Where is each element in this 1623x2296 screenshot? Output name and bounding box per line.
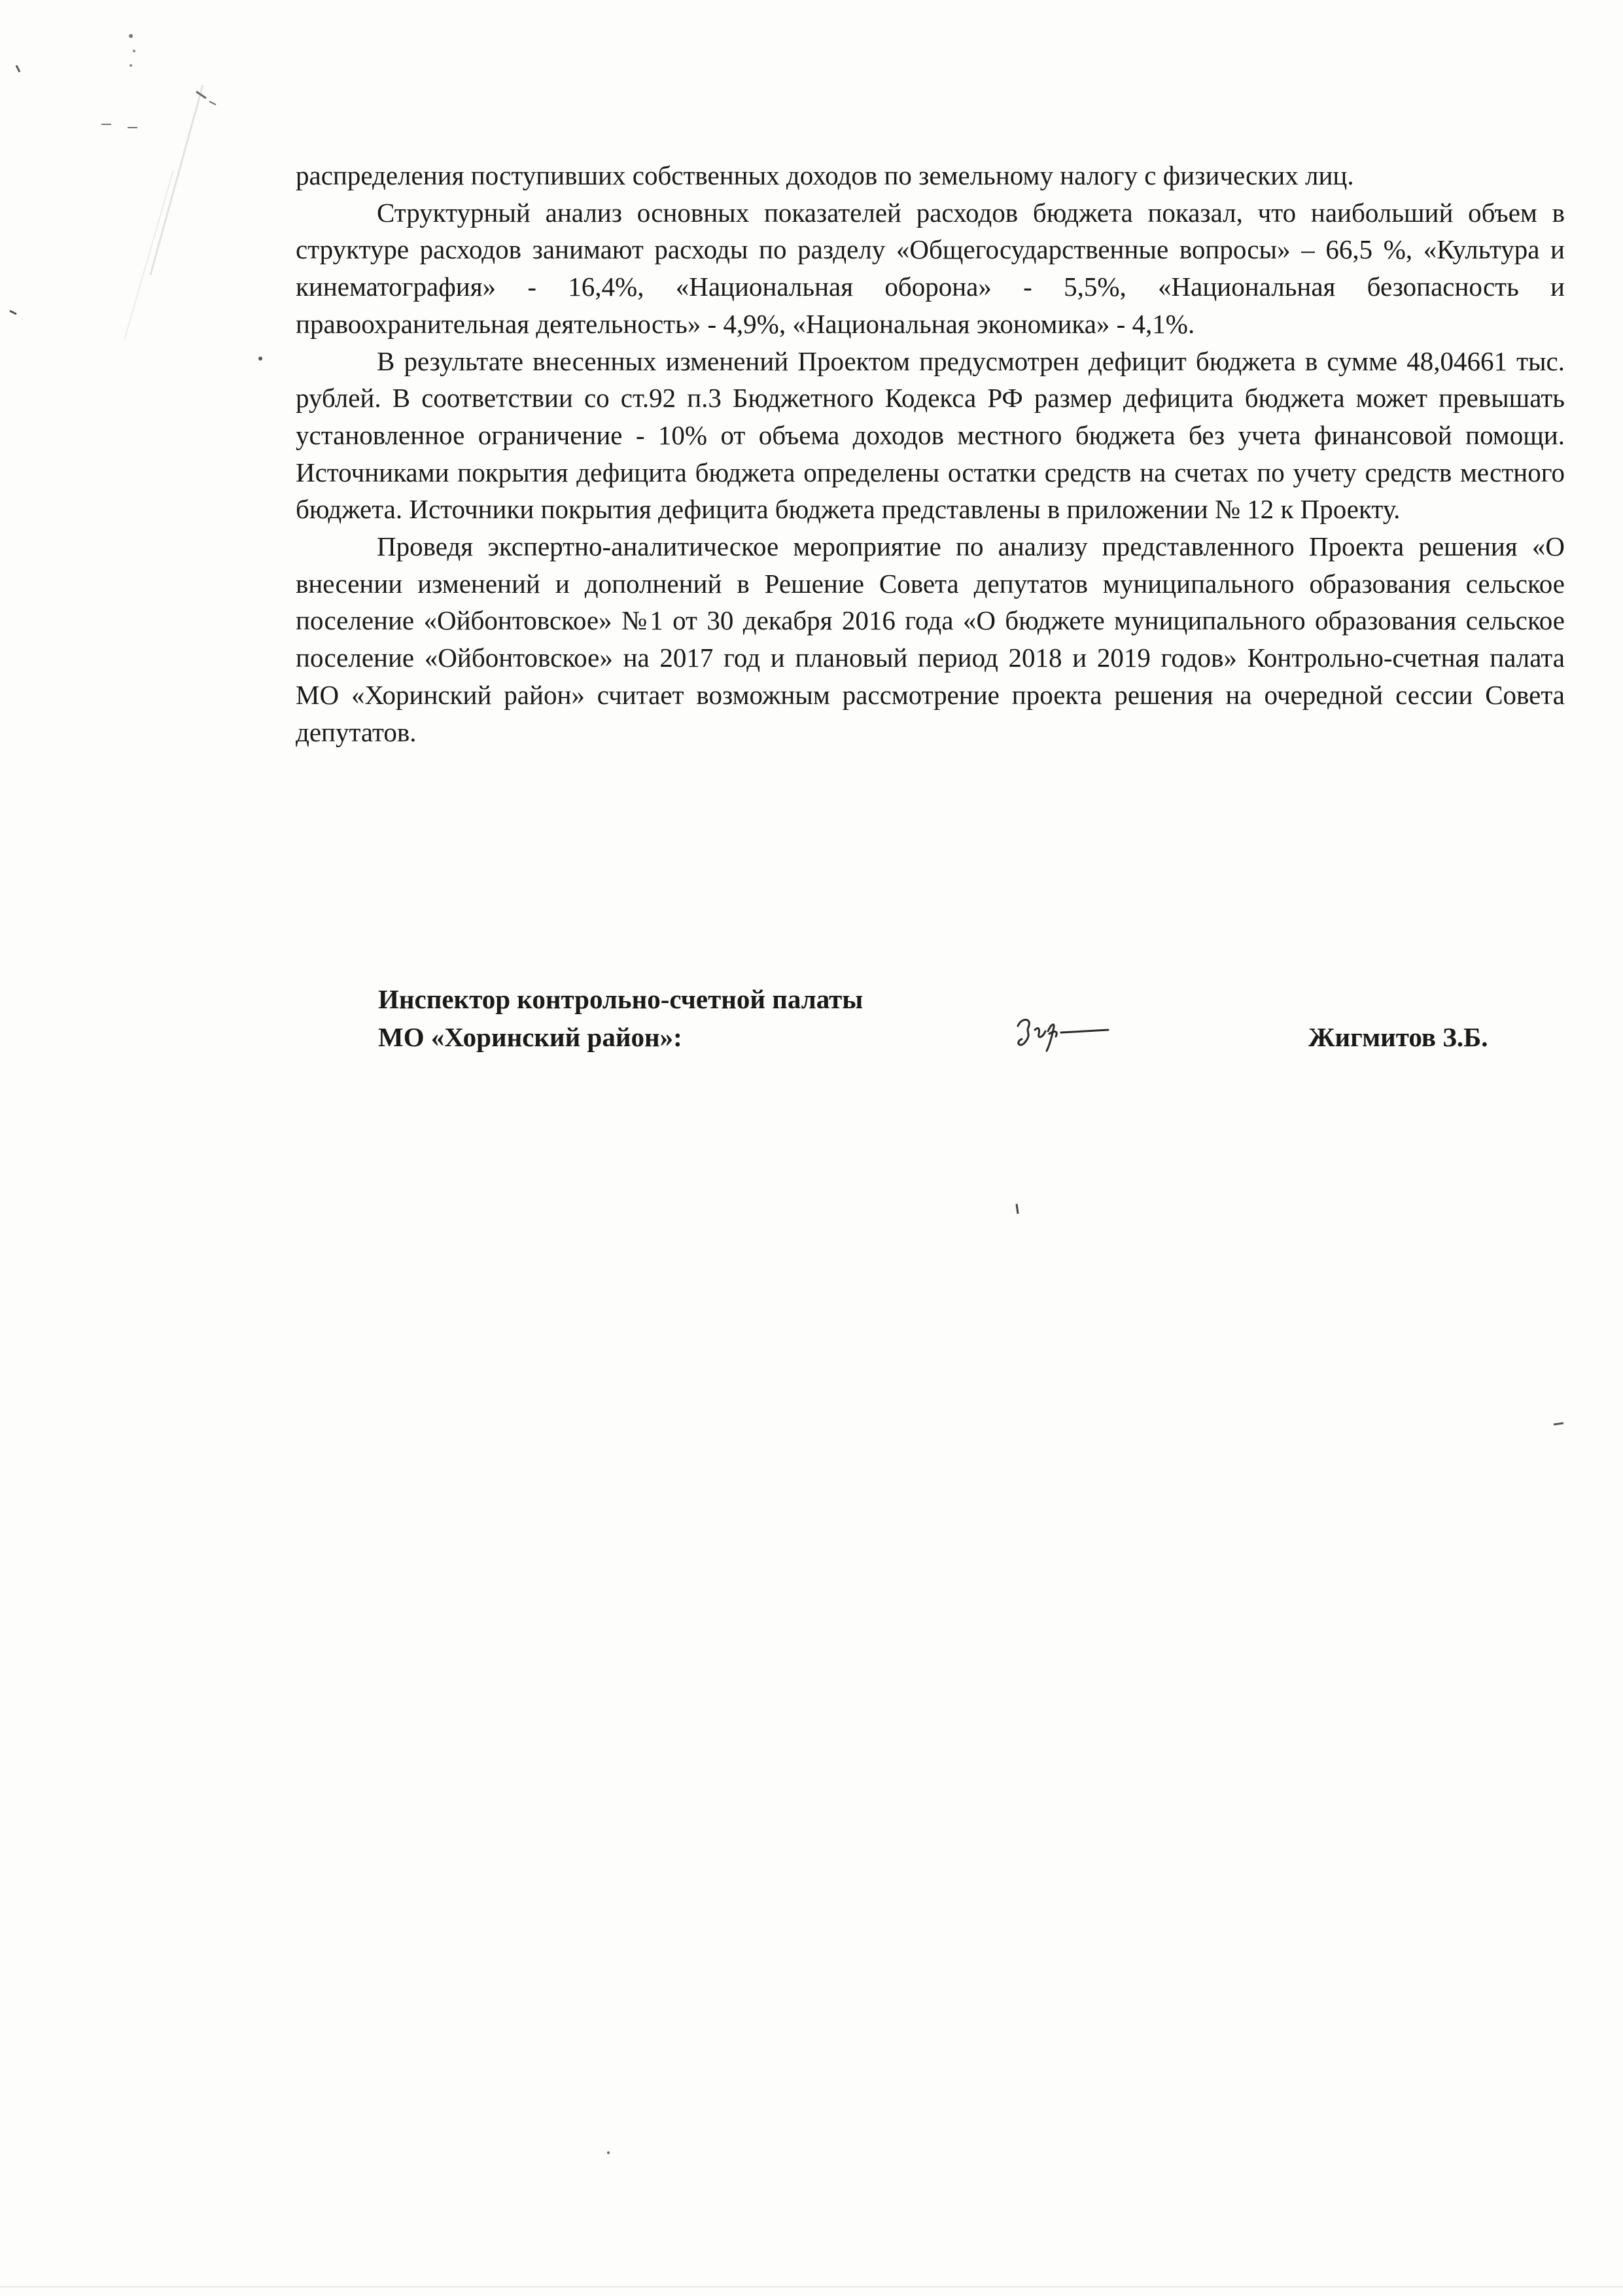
handwritten-signature bbox=[1013, 1008, 1111, 1053]
paragraph-1: распределения поступивших собственных доходов по земельному налогу с физических лиц. bbox=[296, 160, 1354, 190]
paragraph-3: В результате внесенных изменений Проектом предусмотрен дефицит бюджета в сумме 48,04661 тыс. рублей. В соответствии со ст.92 п.3 Бюджетного Кодекса РФ размер дефицита бюджета может превышать установленное ограничение - 10% от объема доходов местного бюджета без учета финансовой помощи. Источниками покрытия дефицита бюджета определены остатки средств на счетах по учету средств местного бюджета. Источники покрытия дефицита бюджета представлены в приложении № 12 к Проекту. bbox=[296, 345, 1565, 525]
document-body bbox=[296, 157, 1565, 751]
signer-title-line-1: Инспектор контрольно-счетной палаты bbox=[378, 984, 864, 1014]
paragraph-4: Проведя экспертно-аналитическое мероприятие по анализу представленного Проекта решения «О внесении изменений и дополнений в Решение Совета депутатов муниципального образования сельское поселение «Ойбонтовское» №1 от 30 декабря 2016 года «О бюджете муниципального образования сельское поселение «Ойбонтовское» на 2017 год и плановый период 2018 и 2019 годов» Контрольно-счетная палата МО «Хоринский район» считает возможным рассмотрение проекта решения на очередной сессии Совета депутатов. bbox=[296, 531, 1565, 747]
paragraph-2: Структурный анализ основных показателей расходов бюджета показал, что наибольший объем в структуре расходов занимают расходы по разделу «Общегосударственные вопросы» – 66,5 %, «Культура и кинематография» - 16,4%, «Национальная оборона» - 5,5%, «Национальная безопасность и правоохранительная деятельность» - 4,9%, «Национальная экономика» - 4,1%. bbox=[296, 197, 1565, 339]
signer-name: Жигмитов З.Б. bbox=[1308, 1022, 1488, 1052]
signer-title-line-2: МО «Хоринский район»: bbox=[378, 1022, 682, 1052]
